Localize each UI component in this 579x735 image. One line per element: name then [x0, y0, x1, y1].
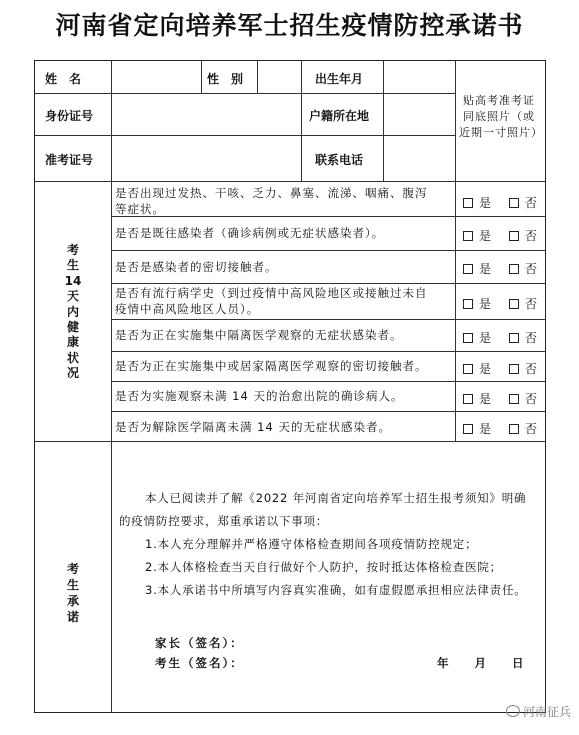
year-label: 年	[437, 656, 449, 670]
residence-label: 户籍所在地	[309, 109, 370, 123]
divider	[257, 61, 258, 93]
yes-no-options: 是 否	[463, 360, 543, 377]
divider	[111, 411, 545, 412]
divider	[301, 61, 302, 181]
yes-checkbox[interactable]	[463, 424, 473, 434]
divider	[111, 250, 545, 251]
day-label: 日	[512, 656, 524, 670]
yes-checkbox[interactable]	[463, 264, 473, 274]
divider	[111, 351, 545, 352]
name-field[interactable]	[113, 63, 199, 91]
yes-no-options: 是 否	[463, 390, 543, 407]
health-question: 是否为正在实施集中隔离医学观察的无症状感染者。	[115, 328, 403, 342]
divider	[201, 61, 202, 93]
birth-field[interactable]	[385, 63, 453, 91]
no-checkbox[interactable]	[509, 394, 519, 404]
phone-field[interactable]	[385, 137, 453, 179]
divider	[455, 61, 456, 441]
phone-label: 联系电话	[315, 153, 364, 167]
name-label: 姓 名	[45, 72, 82, 86]
divider	[383, 61, 384, 181]
date-line	[437, 655, 550, 671]
watermark: 河南征兵	[506, 703, 571, 720]
yes-no-options: 是 否	[463, 329, 543, 346]
pledge-item: 3.本人承诺书中所填写内容真实准确，如有虚假愿承担相应法律责任。	[145, 583, 527, 597]
photo-placeholder[interactable]: 贴高考准考证同底照片（或近期一寸照片）	[459, 94, 543, 139]
birth-label: 出生年月	[315, 72, 364, 86]
pledge-section-label: 考 生 承 诺	[66, 562, 79, 624]
health-question: 是否是既往感染者（确诊病例或无症状感染者）。	[115, 226, 385, 240]
no-checkbox[interactable]	[509, 264, 519, 274]
student-signature-label: 考生（签名）：	[155, 656, 244, 670]
no-checkbox[interactable]	[509, 198, 519, 208]
pledge-item: 1.本人充分理解并严格遵守体格检查期间各项疫情防控规定；	[145, 537, 478, 551]
exam-id-field[interactable]	[113, 137, 299, 179]
yes-no-options: 是 否	[463, 194, 543, 211]
no-checkbox[interactable]	[509, 231, 519, 241]
health-question: 是否出现过发热、干咳、乏力、鼻塞、流涕、咽痛、腹泻 等症状。	[115, 186, 428, 216]
student-signature-field[interactable]	[241, 651, 421, 671]
parent-signature-label: 家长（签名）：	[155, 636, 244, 650]
pledge-text: 的疫情防控要求，郑重承诺以下事项：	[119, 514, 329, 528]
parent-signature-field[interactable]	[241, 631, 441, 651]
pledge-form	[34, 60, 546, 713]
no-checkbox[interactable]	[509, 299, 519, 309]
no-checkbox[interactable]	[509, 333, 519, 343]
yes-checkbox[interactable]	[463, 394, 473, 404]
health-question: 是否是感染者的密切接触者。	[115, 260, 278, 274]
no-checkbox[interactable]	[509, 424, 519, 434]
divider	[35, 135, 455, 136]
month-label: 月	[474, 656, 486, 670]
page-title: 河南省定向培养军士招生疫情防控承诺书	[55, 11, 524, 40]
yes-no-options: 是 否	[463, 260, 543, 277]
yes-checkbox[interactable]	[463, 333, 473, 343]
yes-checkbox[interactable]	[463, 299, 473, 309]
id-label: 身份证号	[45, 109, 94, 123]
divider	[111, 319, 545, 320]
divider	[35, 93, 455, 94]
pledge-item: 2.本人体格检查当天自行做好个人防护，按时抵达体格检查医院；	[145, 560, 502, 574]
no-checkbox[interactable]	[509, 364, 519, 374]
health-question: 是否为解除医学隔离未满 14 天的无症状感染者。	[115, 420, 391, 434]
divider	[111, 61, 112, 712]
divider	[111, 381, 545, 382]
wechat-icon	[506, 705, 520, 717]
exam-id-label: 准考证号	[45, 153, 94, 167]
gender-label: 性 别	[207, 72, 244, 86]
residence-field[interactable]	[385, 95, 453, 133]
gender-field[interactable]	[259, 63, 299, 91]
yes-no-options: 是 否	[463, 295, 543, 312]
health-section-label: 考 生 14 天 内 健 康 状 况	[64, 243, 82, 381]
id-number-field[interactable]	[113, 95, 299, 133]
yes-checkbox[interactable]	[463, 198, 473, 208]
health-question: 是否为实施观察未满 14 天的治愈出院的确诊病人。	[115, 389, 404, 403]
yes-checkbox[interactable]	[463, 231, 473, 241]
yes-no-options: 是 否	[463, 227, 543, 244]
yes-checkbox[interactable]	[463, 364, 473, 374]
health-question: 是否为正在实施集中或居家隔离医学观察的密切接触者。	[115, 359, 428, 373]
yes-no-options: 是 否	[463, 420, 543, 437]
health-question: 是否有流行病学史（到过疫情中高风险地区或接触过未自 疫情中高风险地区人员）。	[115, 286, 428, 316]
divider	[111, 283, 545, 284]
pledge-text: 本人已阅读并了解《2022 年河南省定向培养军士招生报考须知》明确	[145, 491, 527, 505]
